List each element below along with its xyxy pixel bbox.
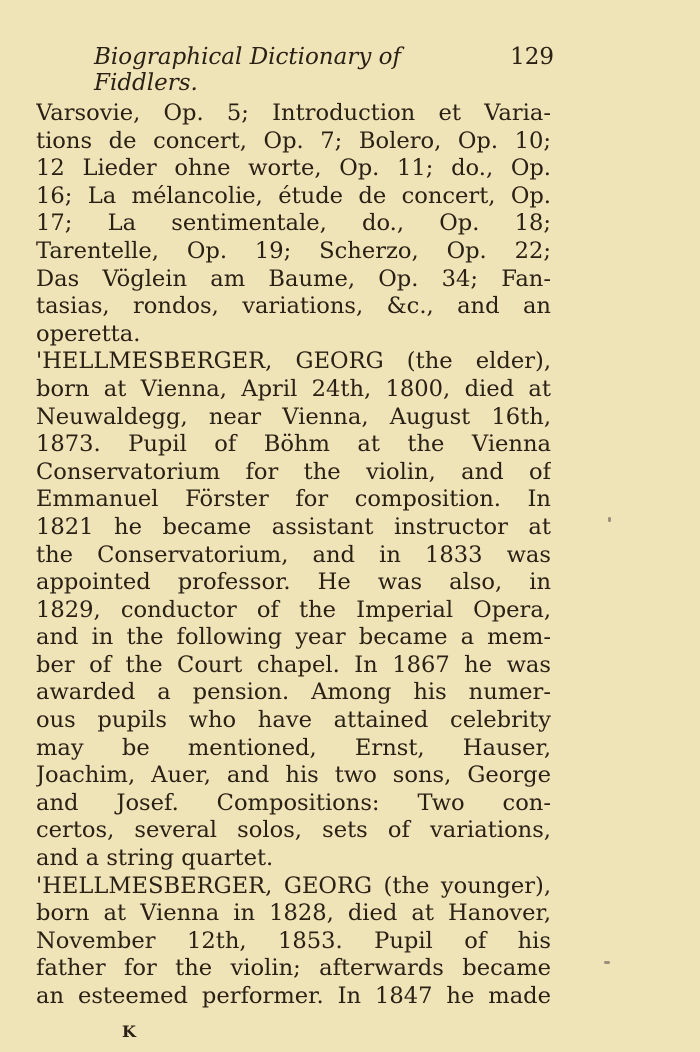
text-line: November 12th, 1853. Pupil of his (36, 927, 551, 954)
text-line: appointed professor. He was also, in (36, 569, 551, 596)
text-line: 12 Lieder ohne worte, Op. 11; do., Op. (36, 155, 551, 182)
text-line: 1873. Pupil of Böhm at the Vienna (36, 431, 551, 458)
text-line: awarded a pension. Among his numer- (36, 679, 551, 706)
text-line: Joachim, Auer, and his two sons, George (36, 762, 551, 789)
text-line: Tarentelle, Op. 19; Scherzo, Op. 22; (36, 237, 551, 264)
text-line: Varsovie, Op. 5; Introduction et Varia- (36, 100, 551, 126)
signature-mark: K (122, 1022, 136, 1041)
text-line: certos, several solos, sets of variations, (36, 817, 551, 844)
text-line: and Josef. Compositions: Two con- (36, 789, 551, 816)
text-line: 1829, conductor of the Imperial Opera, (36, 596, 551, 623)
text-line: father for the violin; afterwards became (36, 955, 551, 982)
text-line: ber of the Court chapel. In 1867 he was (36, 651, 551, 678)
text-line: 17; La sentimentale, do., Op. 18; (36, 210, 551, 237)
text-line: and in the following year became a mem- (36, 624, 551, 651)
text-line: Conservatorium for the violin, and of (36, 458, 551, 485)
text-line: 1821 he became assistant instructor at (36, 513, 551, 540)
text-line: ous pupils who have attained celebrity (36, 707, 551, 734)
running-header (94, 44, 554, 96)
running-title: Biographical Dictionary of Fiddlers. (94, 44, 401, 96)
text-line: may be mentioned, Ernst, Hauser, (36, 734, 551, 761)
text-line: 'HELLMESBERGER, GEORG (the elder), (36, 348, 551, 375)
body-text (36, 100, 551, 1011)
text-line: Das Vöglein am Baume, Op. 34; Fan- (36, 265, 551, 292)
text-line: Emmanuel Förster for composition. In (36, 486, 551, 513)
paper-speck (608, 517, 611, 522)
paper-speck (604, 961, 610, 964)
text-line: 16; La mélancolie, étude de concert, Op. (36, 182, 551, 209)
text-line: tions de concert, Op. 7; Bolero, Op. 10; (36, 127, 551, 154)
text-line: born at Vienna in 1828, died at Hanover, (36, 900, 551, 927)
text-line: tasias, rondos, variations, &c., and an (36, 293, 551, 320)
text-line: the Conservatorium, and in 1833 was (36, 541, 551, 568)
text-line: an esteemed performer. In 1847 he made (36, 983, 551, 1009)
text-line: operetta. (36, 320, 141, 347)
text-line: 'HELLMESBERGER, GEORG (the younger), (36, 872, 551, 899)
text-line: and a string quartet. (36, 845, 274, 872)
text-line: born at Vienna, April 24th, 1800, died at (36, 375, 551, 402)
text-line: Neuwaldegg, near Vienna, August 16th, (36, 403, 551, 430)
page-number: 129 (510, 44, 554, 70)
